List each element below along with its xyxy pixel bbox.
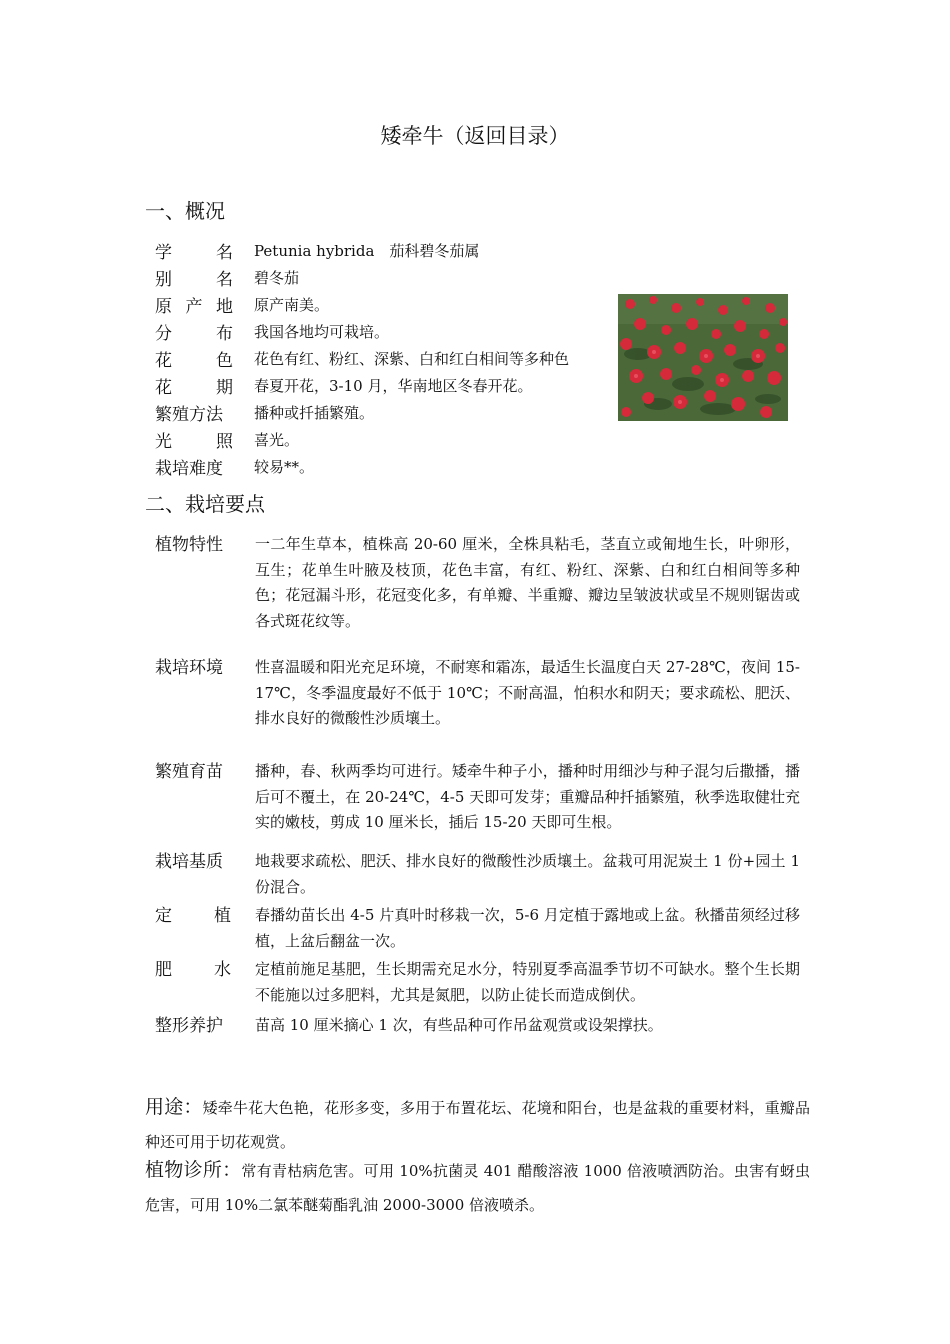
cultivation-label: 植物特性 [155, 535, 223, 555]
petunia-photo [618, 294, 788, 421]
overview-value: 原产南美。 [254, 296, 330, 314]
cultivation-text: 一二年生草本，植株高 20-60 厘米，全株具粘毛，茎直立或匍地生长，叶卵形，互生；花单生叶腋及枝顶，花色丰富，有红、粉红、深紫、白和红白相间等多种色；花冠漏斗形，花冠变化多，有单瓣、半重瓣、瓣边呈皱波状或呈不规则锯齿或各式斑花纹等。 [255, 535, 800, 630]
cultivation-label: 栽培基质 [155, 852, 223, 872]
overview-value: 我国各地均可栽培。 [254, 323, 390, 341]
overview-heading: 一、概况 [145, 199, 225, 223]
overview-label: 栽培难度 [155, 459, 223, 479]
overview-label: 光 照 [155, 432, 233, 452]
page-title: 矮牵牛（返回目录） [380, 124, 570, 148]
overview-label: 花 期 [155, 378, 233, 398]
overview-value: 碧冬茄 [254, 269, 300, 287]
usage-paragraph [145, 1090, 810, 1159]
cultivation-text: 播种，春、秋两季均可进行。矮牵牛种子小，播种时用细沙与种子混匀后撒播，播后可不覆土，在 20-24℃，4-5 天即可发芽；重瓣品种扦插繁殖，秋季选取健壮充实的嫩枝，剪成 10 厘米长，插后 15-20 天即可生根。 [255, 762, 800, 831]
overview-label: 学 名 [155, 243, 233, 263]
overview-value: 春夏开花，3-10 月，华南地区冬春开花。 [254, 377, 533, 395]
overview-label: 分 布 [155, 324, 233, 344]
overview-label: 繁殖方法 [155, 405, 223, 425]
usage-label: 用途： [145, 1096, 203, 1118]
overview-value: 喜光。 [254, 431, 300, 449]
overview-value: 花色有红、粉红、深紫、白和红白相间等多种色 [254, 350, 570, 368]
cultivation-text: 性喜温暖和阳光充足环境，不耐寒和霜冻，最适生长温度白天 27-28℃，夜间 15-17℃，冬季温度最好不低于 10℃；不耐高温，怕积水和阴天；要求疏松、肥沃、排水良好的微酸性沙质壤土。 [255, 658, 800, 727]
cultivation-label: 栽培环境 [155, 658, 223, 678]
overview-value: 较易**。 [254, 458, 315, 476]
overview-label: 别 名 [155, 270, 233, 290]
cultivation-label: 繁殖育苗 [155, 762, 223, 782]
diagnosis-text: 常有青枯病危害。可用 10%抗菌灵 401 醋酸溶液 1000 倍液喷洒防治。虫害有蚜虫危害，可用 10%二氯苯醚菊酯乳油 2000-3000 倍液喷杀。 [145, 1162, 810, 1214]
cultivation-text: 地栽要求疏松、肥沃、排水良好的微酸性沙质壤土。盆栽可用泥炭土 1 份+园土 1 份混合。 [255, 852, 800, 896]
cultivation-text: 苗高 10 厘米摘心 1 次，有些品种可作吊盆观赏或设架撑扶。 [255, 1016, 663, 1034]
overview-label: 原 产 地 [155, 297, 233, 317]
cultivation-label: 整形养护 [155, 1016, 223, 1036]
cultivation-text: 定植前施足基肥，生长期需充足水分，特别夏季高温季节切不可缺水。整个生长期不能施以过多肥料，尤其是氮肥，以防止徒长而造成倒伏。 [255, 960, 800, 1004]
diagnosis-label: 植物诊所： [145, 1159, 242, 1181]
usage-text: 矮牵牛花大色艳，花形多变，多用于布置花坛、花境和阳台，也是盆栽的重要材料，重瓣品种还可用于切花观赏。 [145, 1099, 810, 1151]
overview-value: 播种或扦插繁殖。 [254, 404, 375, 422]
cultivation-text: 春播幼苗长出 4-5 片真叶时移栽一次，5-6 月定植于露地或上盆。秋播苗须经过移植，上盆后翻盆一次。 [255, 906, 800, 950]
diagnosis-paragraph [145, 1153, 810, 1222]
overview-value: Petunia hybrida 茄科碧冬茄属 [254, 242, 480, 260]
overview-label: 花 色 [155, 351, 233, 371]
cultivation-label: 肥 水 [155, 960, 231, 980]
cultivation-heading: 二、栽培要点 [145, 492, 265, 516]
cultivation-label: 定 植 [155, 906, 231, 926]
